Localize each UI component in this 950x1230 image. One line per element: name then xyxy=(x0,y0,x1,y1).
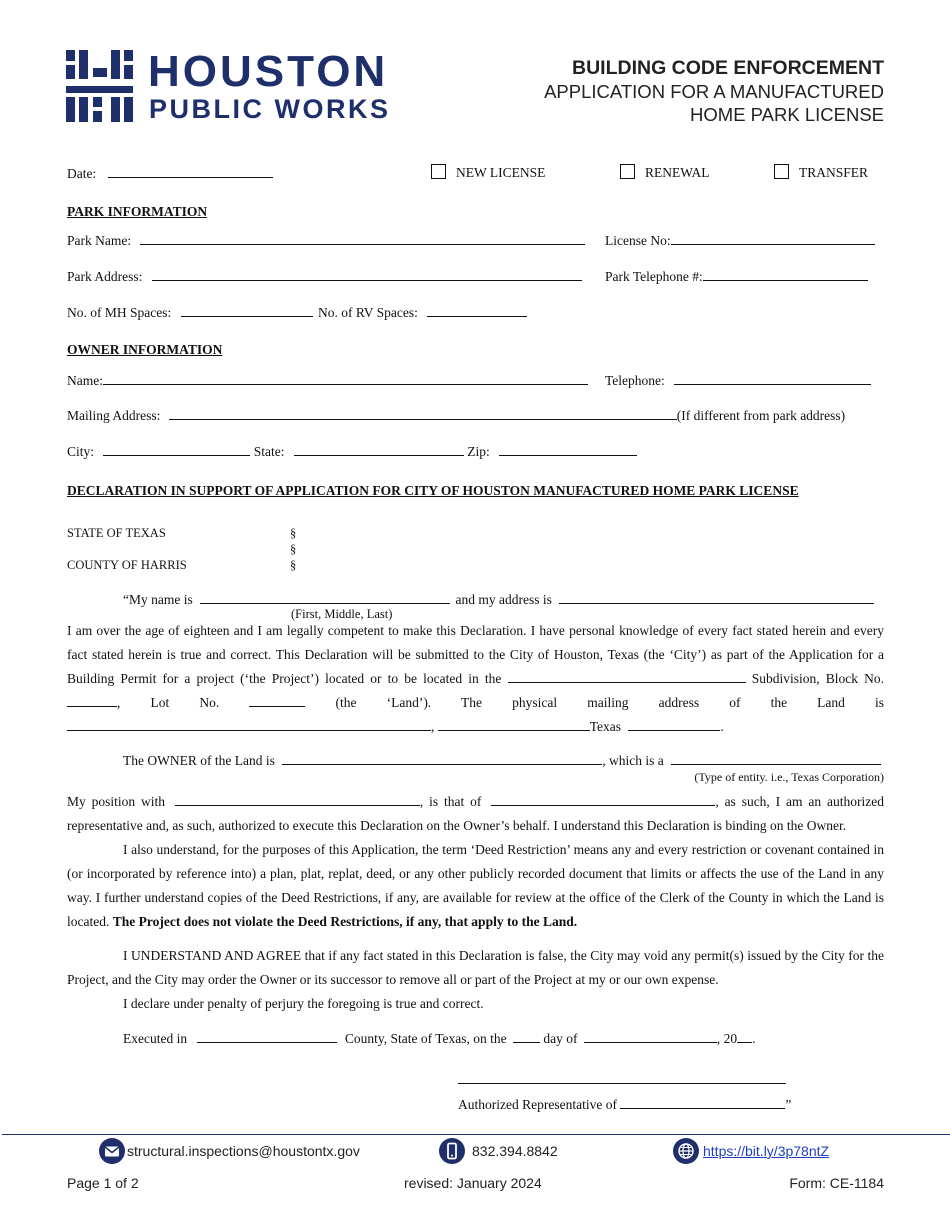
executed-county-label: County, State of Texas, on the xyxy=(344,1031,507,1046)
new-license-label: NEW LICENSE xyxy=(456,165,546,180)
subdivision-label: Subdivision, Block No. xyxy=(751,671,885,686)
houston-public-works-logo xyxy=(64,49,424,127)
owner-telephone-row xyxy=(605,371,871,389)
position-paragraph xyxy=(67,790,884,838)
city-field[interactable] xyxy=(103,442,250,456)
footer-url[interactable]: https://bit.ly/3p78ntZ xyxy=(703,1143,830,1159)
form-title-line1: APPLICATION FOR A MANUFACTURED xyxy=(544,81,884,102)
land-city-field[interactable] xyxy=(438,717,590,731)
mailing-address-field[interactable] xyxy=(169,406,677,420)
lot-no-field[interactable] xyxy=(249,693,305,707)
entity-type-label: , which is a xyxy=(602,753,664,768)
deed-restriction-paragraph xyxy=(67,838,884,934)
section-mark-3: § xyxy=(290,558,297,572)
name-hint: (First, Middle, Last) xyxy=(291,607,393,621)
date-label: Date: xyxy=(67,166,97,181)
owner-of-land-field[interactable] xyxy=(282,751,602,765)
city-state-zip-row xyxy=(67,442,637,460)
position-label: My position with xyxy=(67,794,166,809)
rv-spaces-field[interactable] xyxy=(427,303,527,317)
entity-type-field[interactable] xyxy=(671,751,881,765)
zip-label: Zip: xyxy=(467,444,490,459)
county-of-harris: COUNTY OF HARRIS xyxy=(67,558,187,572)
my-address-label: and my address is xyxy=(455,592,552,607)
authorized-representative-label: Authorized Representative of xyxy=(458,1097,617,1112)
park-telephone-row xyxy=(605,267,868,285)
globe-icon xyxy=(673,1138,699,1164)
executed-year-field[interactable] xyxy=(737,1029,752,1043)
executed-month-field[interactable] xyxy=(584,1029,717,1043)
period: . xyxy=(720,719,724,734)
owner-of-land-row xyxy=(123,751,881,769)
position-that-of-label: , is that of xyxy=(419,794,482,809)
section-mark-1: § xyxy=(290,526,297,540)
lot-label: , Lot No. xyxy=(117,695,220,710)
deed-restriction-bold: The Project does not violate the Deed Restrictions, if any, that apply to the Land. xyxy=(112,914,578,929)
envelope-icon xyxy=(99,1138,125,1164)
owner-information-heading: OWNER INFORMATION xyxy=(67,342,223,357)
executed-day-field[interactable] xyxy=(513,1029,540,1043)
renewal-checkbox[interactable] xyxy=(620,164,635,179)
park-address-row xyxy=(67,267,582,285)
owner-name-field[interactable] xyxy=(103,371,588,385)
executed-in-label: Executed in xyxy=(123,1031,188,1046)
park-name-row xyxy=(67,231,585,249)
mailing-address-label: Mailing Address: xyxy=(67,408,161,423)
transfer-option[interactable] xyxy=(774,164,868,181)
department-title: BUILDING CODE ENFORCEMENT xyxy=(572,57,884,79)
state-of-texas: STATE OF TEXAS xyxy=(67,526,166,540)
texas-label: Texas xyxy=(589,719,622,734)
revised-date: revised: January 2024 xyxy=(404,1175,542,1191)
new-license-option[interactable] xyxy=(431,164,545,181)
executed-row xyxy=(123,1029,756,1047)
logo-houston: HOUSTON xyxy=(148,47,389,96)
park-telephone-label: Park Telephone #: xyxy=(605,269,703,284)
declaration-heading: DECLARATION IN SUPPORT OF APPLICATION FOR CITY OF HOUSTON MANUFACTURED HOME PARK LICENSE xyxy=(67,483,799,498)
renewal-label: RENEWAL xyxy=(645,165,710,180)
perjury-statement: I declare under penalty of perjury the foregoing is true and correct. xyxy=(123,996,484,1011)
renewal-option[interactable] xyxy=(620,164,710,181)
land-zip-field[interactable] xyxy=(628,717,720,731)
form-title-line2: HOME PARK LICENSE xyxy=(690,104,884,125)
park-address-label: Park Address: xyxy=(67,269,143,284)
rv-spaces-label: No. of RV Spaces: xyxy=(318,305,418,320)
declarant-address-field[interactable] xyxy=(559,590,874,604)
license-no-field[interactable] xyxy=(671,231,875,245)
owner-telephone-field[interactable] xyxy=(674,371,871,385)
logo-mark-icon xyxy=(64,49,134,124)
state-label: State: xyxy=(253,444,285,459)
park-address-field[interactable] xyxy=(152,267,582,281)
declarant-name-field[interactable] xyxy=(200,590,450,604)
footer-divider xyxy=(2,1134,950,1135)
park-telephone-field[interactable] xyxy=(703,267,868,281)
owner-name-row xyxy=(67,371,588,389)
land-address-field[interactable] xyxy=(67,717,431,731)
owner-of-land-label: The OWNER of the Land is xyxy=(123,753,275,768)
position-title-field[interactable] xyxy=(491,792,715,806)
phone-icon xyxy=(439,1138,465,1164)
park-name-field[interactable] xyxy=(140,231,585,245)
footer-phone[interactable]: 832.394.8842 xyxy=(472,1143,558,1159)
license-no-label: License No: xyxy=(605,233,671,248)
comma: , xyxy=(431,719,435,734)
mailing-address-note: (If different from park address) xyxy=(676,408,846,423)
owner-telephone-label: Telephone: xyxy=(605,373,665,388)
owner-name-label: Name: xyxy=(67,373,103,388)
footer-email[interactable]: structural.inspections@houstontx.gov xyxy=(127,1143,360,1159)
understand-paragraph xyxy=(67,944,884,992)
entity-type-hint: (Type of entity. i.e., Texas Corporation) xyxy=(694,770,884,784)
deed-restriction-text: I also understand, for the purposes of this Application, the term ‘Deed Restriction’ means any and every restriction or covenant contained in (or incorporated by reference into) a plan, plat, replat, deed, or any other publicly recorded document that limits or affects the use of the Land in any way. I further understand copies of the Deed Restrictions, if any, are available for review at the office of the Clerk of the County in which the Land is located. xyxy=(67,842,884,929)
section-mark-2: § xyxy=(290,542,297,556)
spaces-row xyxy=(67,303,527,321)
day-of-label: day of xyxy=(543,1031,578,1046)
position-with-field[interactable] xyxy=(175,792,420,806)
new-license-checkbox[interactable] xyxy=(431,164,446,179)
executed-period: . xyxy=(752,1031,756,1046)
signature-row xyxy=(458,1095,791,1113)
understand-text: I UNDERSTAND AND AGREE that if any fact stated in this Declaration is false, the City may void any permit(s) issued by the City for the Project, and the City may order the Owner or its successor to remove all or part of the Project at my or our own expense. xyxy=(67,948,884,987)
transfer-label: TRANSFER xyxy=(799,165,869,180)
date-field[interactable] xyxy=(108,164,273,178)
license-no-row xyxy=(605,231,875,249)
subdivision-field[interactable] xyxy=(508,669,746,683)
my-name-label: “My name is xyxy=(123,592,193,607)
declaration-paragraph-1 xyxy=(67,619,884,739)
logo-public-works: PUBLIC WORKS xyxy=(149,94,391,124)
paragraph-1-text: I am over the age of eighteen and I am legally competent to make this Declaration. I have personal knowledge of every fact stated herein and every fact stated herein is true and correct. This Declaration will be submitted to the City of Houston, Texas (the ‘City’) as part of the Application for a Building Permit for a project (‘the Project’) located or to be located in the xyxy=(67,623,884,686)
signature-line[interactable] xyxy=(458,1083,786,1084)
state-field[interactable] xyxy=(294,442,464,456)
park-information-heading: PARK INFORMATION xyxy=(67,204,208,219)
mh-spaces-field[interactable] xyxy=(181,303,313,317)
executed-county-field[interactable] xyxy=(197,1029,337,1043)
page-number: Page 1 of 2 xyxy=(67,1175,139,1191)
my-name-row xyxy=(123,590,874,608)
mh-spaces-label: No. of MH Spaces: xyxy=(67,305,172,320)
form-number: Form: CE-1184 xyxy=(789,1175,884,1191)
mailing-address-row xyxy=(67,406,845,424)
land-label: (the ‘Land’). The physical mailing address of the Land is xyxy=(335,695,885,710)
year-label: , 20 xyxy=(716,1031,738,1046)
authorized-label: , as such, I am an authorized xyxy=(715,794,885,809)
date-row xyxy=(67,164,273,182)
park-name-label: Park Name: xyxy=(67,233,132,248)
block-no-field[interactable] xyxy=(67,693,117,707)
city-label: City: xyxy=(67,444,95,459)
closing-quote: ” xyxy=(785,1097,792,1112)
transfer-checkbox[interactable] xyxy=(774,164,789,179)
representative-line: representative and, as such, authorized to execute this Declaration on the Owner’s behalf. I understand this Declaration is binding on the Owner. xyxy=(67,818,847,833)
authorized-representative-field[interactable] xyxy=(620,1095,785,1109)
zip-field[interactable] xyxy=(499,442,637,456)
